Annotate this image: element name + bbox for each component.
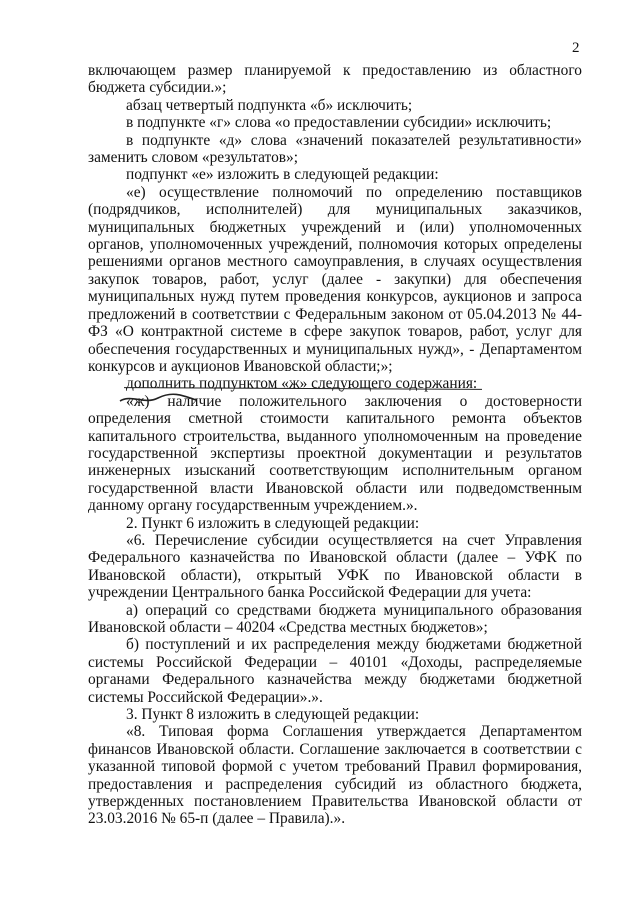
paragraph-13: 3. Пункт 8 изложить в следующей редакции: — [126, 706, 420, 724]
document-body — [88, 62, 582, 828]
paragraph-2: абзац четвертый подпункта «б» исключить; — [126, 96, 413, 114]
paragraph-3: в подпункте «г» слова «о предоставлении субсидии» исключить; — [126, 114, 552, 132]
page-number: 2 — [572, 40, 580, 56]
paragraph-5: подпункт «е» изложить в следующей редакции: — [126, 166, 439, 184]
paragraph-4: в подпункте «д» слова «значений показателей результативности» заменить словом «результатов»; — [88, 131, 582, 167]
paragraph-10: «6. Перечисление субсидии осуществляется на счет Управления Федерального казначейства по Ивановской области (далее – УФК по Ивановской области), открытый УФК по Ивановской области в учреждении Центрального банка Российской Федерации для учета: — [88, 531, 582, 602]
paragraph-1: включающем размер планируемой к предоставлению из областного бюджета субсидии.»; — [88, 62, 582, 97]
handwritten-squiggle — [118, 392, 198, 406]
paragraph-14: «8. Типовая форма Соглашения утверждается Департаментом финансов Ивановской области. Соглашение заключается в соответствии с указанной типовой формой с учетом требований Правил формирования, предоставления и распределения субсидий из областного бюджета, утвержденных постановлением Правительства Ивановской области от 23.03.2016 № 65-п (далее – Правила).». — [88, 723, 582, 828]
paragraph-8: «ж) наличие положительного заключения о достоверности определения сметной стоимости капитального ремонта объектов капитального строительства, выданного уполномоченным на проведение государственной экспертизы проектной документации и результатов инженерных изысканий соответствующим исполнительным органом государственной власти Ивановской области или подведомственным данному органу государственным учреждением.». — [88, 392, 582, 515]
paragraph-7: дополнить подпунктом «ж» следующего содержания: — [126, 375, 478, 393]
paragraph-9: 2. Пункт 6 изложить в следующей редакции: — [126, 514, 420, 532]
paragraph-12: б) поступлений и их распределения между бюджетами бюджетной системы Российской Федерации – 40101 «Доходы, распределяемые органами Федерального казначейства между бюджетами бюджетной системы Российской Федерации».». — [88, 636, 582, 706]
paragraph-11: а) операций со средствами бюджета муниципального образования Ивановской области – 40204 «Средства местных бюджетов»; — [88, 601, 582, 636]
paragraph-6: «е) осуществление полномочий по определению поставщиков (подрядчиков, исполнителей) для муниципальных заказчиков, муниципальных бюджетных учреждений и (или) уполномоченных органов, уполномоченных учреждений, полномочия которых определены решениями органов местного самоуправления, в случаях осуществления закупок товаров, работ, услуг (далее - закупки) для обеспечения муниципальных нужд путем проведения конкурсов, аукционов и запроса предложений в соответствии с Федеральным законом от 05.04.2013 № 44-ФЗ «О контрактной системе в сфере закупок товаров, работ, услуг для обеспечения государственных и муниципальных нужд», - Департаментом конкурсов и аукционов Ивановской области;»; — [88, 183, 582, 375]
